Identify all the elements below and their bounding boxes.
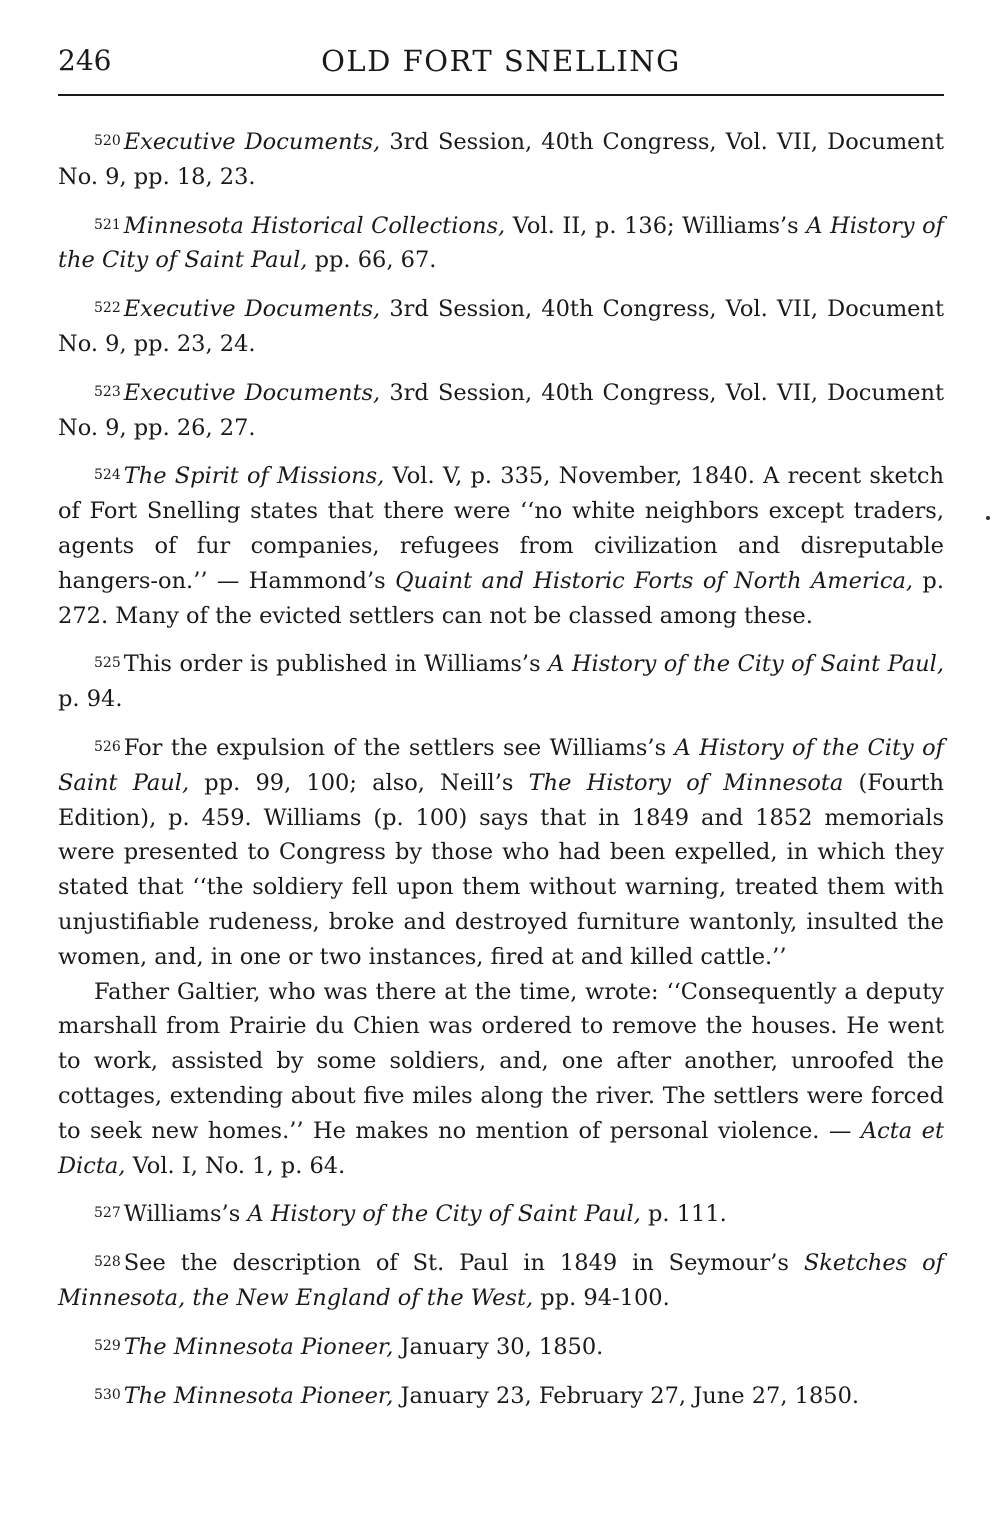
footnote-text: p. 94. (58, 686, 123, 713)
footnote-text: This order is published in Williams’s (123, 651, 549, 678)
page-header (58, 0, 944, 96)
footnote-number: 527 (94, 1205, 121, 1222)
footnote (58, 291, 944, 362)
cited-title: Quaint and Historic Forts of North America, (395, 567, 914, 594)
footnote (58, 124, 944, 195)
footnote-text: 3rd Session, 40th Congress, Vol. VII, Document No. 9, pp. 23, 24. (58, 296, 945, 357)
footnote-number: 525 (94, 655, 121, 672)
footnote (58, 375, 944, 446)
footnote-text: Vol. I, No. 1, p. 64. (125, 1152, 346, 1179)
running-title: OLD FORT SNELLING (321, 44, 681, 78)
cited-title: The Minnesota Pioneer, (123, 1333, 394, 1360)
cited-title: Executive Documents, (123, 296, 381, 323)
cited-title: The Spirit of Missions, (123, 463, 385, 490)
footnote-number: 530 (94, 1386, 121, 1403)
footnote-text: Vol. II, p. 136; Williams’s (505, 212, 807, 239)
footnote-text: p. 111. (640, 1201, 727, 1228)
footnote-number: 521 (94, 216, 121, 233)
cited-title: A History of the City of Saint Paul, (58, 734, 944, 796)
footnote-text: Williams’s (123, 1201, 248, 1228)
footnote-text: pp. 66, 67. (307, 247, 437, 274)
footnote-text: Father Galtier, who was there at the time, wrote: ‘‘Consequently a deputy marshall from Prairie du Chien was ordered to remove the houses. He went to work, assisted by some soldiers, and, one after another, unroofed the cottages, extending about five miles along the river. The settlers were forced to seek new homes.’’ He makes no mention of personal violence. — (58, 978, 944, 1144)
cited-title: A History of the City of Saint Paul, (548, 651, 944, 678)
footnote-number: 526 (94, 738, 121, 755)
cited-title: Executive Documents, (123, 129, 381, 155)
footnote-text: Vol. V, p. 335, November, 1840. A recent sketch of Fort Snelling states that there were ‘‘no white neighbors except traders, agents of fur companies, refugees from civilization and disreputable hangers-on.’’ — Hammond’s (58, 463, 944, 594)
footnote-number: 524 (94, 467, 121, 484)
footnote-text: p. 272. Many of the evicted settlers can not be classed among these. (58, 567, 944, 629)
footnote-continuation (58, 975, 944, 1184)
cited-title: Executive Documents, (123, 379, 381, 406)
speck (986, 516, 990, 520)
footnote-text: 3rd Session, 40th Congress, Vol. VII, Document No. 9, pp. 26, 27. (58, 379, 945, 441)
cited-title: Minnesota Historical Collections, (123, 212, 506, 239)
page-number: 246 (58, 44, 112, 77)
footnote-number: 520 (94, 133, 121, 149)
footnote-text: January 23, February 27, June 27, 1850. (393, 1382, 860, 1409)
cited-title: Acta et Dicta, (58, 1117, 944, 1179)
footnote (58, 458, 944, 633)
footnotes (58, 96, 944, 1413)
cited-title: The Minnesota Pioneer, (123, 1382, 394, 1409)
footnote-text: See the description of St. Paul in 1849 in Seymour’s (123, 1250, 804, 1277)
footnote-number: 529 (94, 1337, 121, 1354)
cited-title: A History of the City of Saint Paul, (58, 212, 944, 274)
header-rule (58, 94, 944, 96)
footnote (58, 730, 944, 975)
footnote-text: 3rd Session, 40th Congress, Vol. VII, Document No. 9, pp. 18, 23. (58, 129, 945, 190)
footnote (58, 1245, 944, 1316)
footnote (58, 1329, 944, 1365)
footnote-text: (Fourth Edition), p. 459. Williams (p. 100) says that in 1849 and 1852 memorials were presented to Congress by those who had been expelled, in which they stated that ‘‘the soldiery fell upon them without warning, treated them with unjustifiable rudeness, broke and destroyed furniture wantonly, insulted the women, and, in one or two instances, fired at and killed cattle.’’ (58, 769, 945, 970)
footnote (58, 646, 944, 717)
footnote-text: For the expulsion of the settlers see Williams’s (123, 734, 675, 761)
footnote (58, 1378, 944, 1414)
footnote-number: 522 (94, 300, 121, 317)
footnote-text: pp. 99, 100; also, Neill’s (189, 769, 529, 796)
footnote (58, 208, 944, 279)
cited-title: Sketches of Minnesota, the New England of the West, (58, 1250, 944, 1311)
cited-title: The History of Minnesota (528, 769, 844, 796)
footnote-text: pp. 94-100. (533, 1284, 670, 1311)
footnote-number: 528 (94, 1254, 121, 1271)
footnote-number: 523 (94, 383, 121, 400)
cited-title: A History of the City of Saint Paul, (247, 1201, 641, 1228)
footnote-text: January 30, 1850. (393, 1333, 604, 1360)
footnote (58, 1196, 944, 1232)
